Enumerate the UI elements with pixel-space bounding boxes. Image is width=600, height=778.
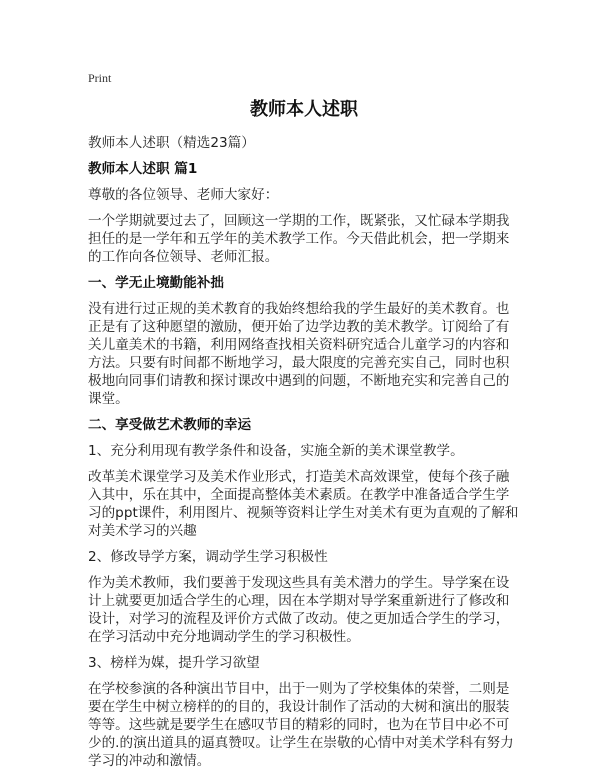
- item-1-heading: 1、充分利用现有教学条件和设备，实施全新的美术课堂教学。: [88, 443, 464, 459]
- section-heading-2: 二、享受做艺术教师的幸运: [88, 417, 252, 433]
- item-2-heading: 2、修改导学方案，调动学生学习积极性: [88, 549, 328, 565]
- item-3-heading: 3、榜样为媒，提升学习欲望: [88, 655, 260, 671]
- item-3-paragraph: 在学校参演的各种演出节目中，出于一则为了学校集体的荣誉，二则是要在学生中树立榜样的的目的，我设计制作了活动的大树和演出的服装等等。这些就是要学生在感叹节目的精彩的同时，也为在节目中必不可少的.的演出道具的逼真赞叹。让学生在崇敬的心情中对美术学科有努力学习的冲动和激情。: [88, 681, 514, 769]
- item-1-paragraph: 改革美术课堂学习及美术作业形式，打造美术高效课堂，使每个孩子融入其中，乐在其中，全面提高整体美术素质。在教学中准备适合学生学习的ppt课件，利用图片、视频等资料让学生对美术有更为直观的了解和对美术学习的兴趣: [88, 469, 519, 539]
- greeting-paragraph: 尊敬的各位领导、老师大家好：: [88, 187, 279, 203]
- subtitle: 教师本人述职（精选23篇）: [88, 135, 255, 151]
- article-heading: 教师本人述职 篇1: [88, 161, 198, 177]
- print-link[interactable]: Print: [88, 71, 112, 85]
- section-heading-1: 一、学无止境勤能补拙: [88, 275, 224, 291]
- document-page: [88, 70, 520, 778]
- page-title: 教师本人述职: [250, 99, 358, 120]
- item-2-paragraph: 作为美术教师，我们要善于发现这些具有美术潜力的学生。导学案在设计上就要更加适合学生的心理，因在本学期对导学案重新进行了修改和设计，对学习的流程及评价方式做了改动。使之更加适合学生的学习，在学习活动中充分地调动学生的学习积极性。: [88, 575, 510, 645]
- intro-paragraph: 一个学期就要过去了，回顾这一学期的工作，既紧张，又忙碌本学期我担任的是一学年和五学年的美术教学工作。今天借此机会，把一学期来的工作向各位领导、老师汇报。: [88, 213, 510, 265]
- section-1-paragraph: 没有进行过正规的美术教育的我始终想给我的学生最好的美术教育。也正是有了这种愿望的激励，便开始了边学边教的美术教学。订阅给了有关儿童美术的书籍，利用网络查找相关资料研究适合儿童学习的内容和方法。只要有时间都不断地学习，最大限度的完善充实自己，同时也积极地向同事们请教和探讨课改中遇到的问题，不断地充实和完善自己的课堂。: [88, 301, 510, 407]
